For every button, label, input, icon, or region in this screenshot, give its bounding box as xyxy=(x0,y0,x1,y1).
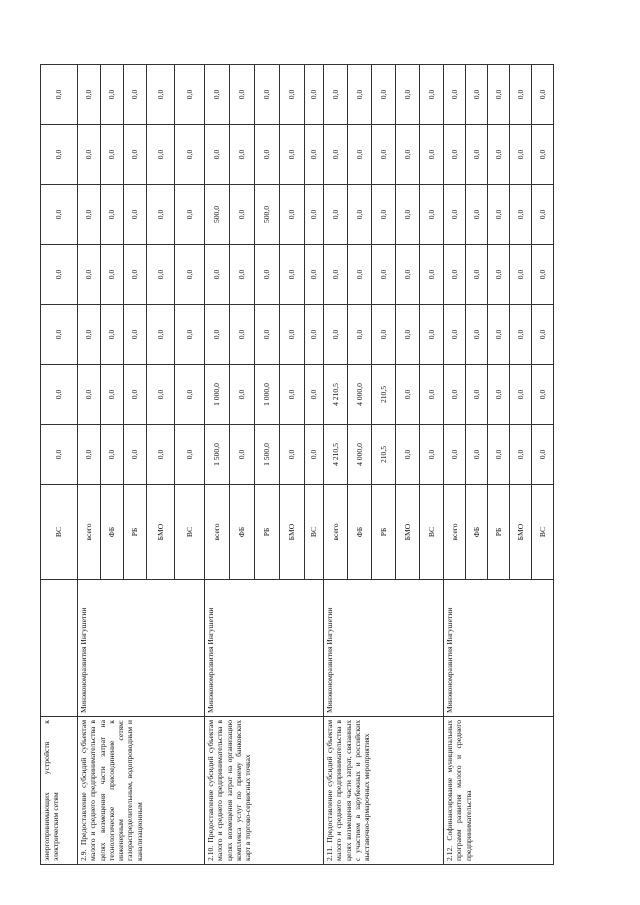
amount-cell: 0,0 xyxy=(230,245,255,305)
amount-cell: 0,0 xyxy=(255,65,280,125)
funding-source-cell: всего xyxy=(78,485,101,580)
amount-cell: 0,0 xyxy=(78,185,101,245)
amount-cell: 0,0 xyxy=(147,125,175,185)
amount-cell: 0,0 xyxy=(444,185,466,245)
amount-cell: 0,0 xyxy=(124,305,147,365)
amount-cell: 0,0 xyxy=(305,125,324,185)
funding-source-cell: ВС xyxy=(532,485,554,580)
amount-cell: 0,0 xyxy=(324,245,348,305)
amount-cell: 0,0 xyxy=(41,125,78,185)
amount-cell: 0,0 xyxy=(532,185,554,245)
amount-cell: 0,0 xyxy=(488,365,510,425)
amount-cell: 0,0 xyxy=(78,305,101,365)
amount-cell: 0,0 xyxy=(124,425,147,485)
executor-cell: Минэкономразвития Ингушетии xyxy=(78,580,205,717)
amount-cell: 1 500,0 xyxy=(205,425,230,485)
amount-cell: 0,0 xyxy=(41,245,78,305)
executor-cell xyxy=(41,580,78,717)
amount-cell: 0,0 xyxy=(396,125,420,185)
amount-cell: 0,0 xyxy=(280,365,305,425)
amount-cell: 0,0 xyxy=(466,365,488,425)
amount-cell: 0,0 xyxy=(78,65,101,125)
amount-cell: 0,0 xyxy=(348,305,372,365)
amount-cell: 4 210,5 xyxy=(324,365,348,425)
measure-description: 2.9. Предоставление субсидий субъектам малого и среднего предпринимательства в целях возмещения части затрат на технологическое присоединение к инженерным сетям: газораспределительным, водопроводным и канализационным xyxy=(78,717,205,865)
amount-cell: 0,0 xyxy=(466,425,488,485)
table-row xyxy=(41,65,78,865)
amount-cell: 0,0 xyxy=(488,125,510,185)
amount-cell: 0,0 xyxy=(305,185,324,245)
amount-cell: 0,0 xyxy=(348,185,372,245)
amount-cell: 0,0 xyxy=(280,185,305,245)
funding-source-cell: РБ xyxy=(488,485,510,580)
table-row xyxy=(205,65,230,865)
amount-cell: 0,0 xyxy=(532,125,554,185)
amount-cell: 0,0 xyxy=(396,365,420,425)
amount-cell: 0,0 xyxy=(78,245,101,305)
amount-cell: 0,0 xyxy=(255,245,280,305)
amount-cell: 0,0 xyxy=(348,125,372,185)
amount-cell: 0,0 xyxy=(510,245,532,305)
amount-cell: 0,0 xyxy=(147,185,175,245)
amount-cell: 0,0 xyxy=(305,305,324,365)
amount-cell: 0,0 xyxy=(396,245,420,305)
amount-cell: 0,0 xyxy=(420,65,444,125)
amount-cell: 0,0 xyxy=(444,65,466,125)
amount-cell: 1 000,0 xyxy=(255,365,280,425)
amount-cell: 0,0 xyxy=(372,305,396,365)
amount-cell: 0,0 xyxy=(280,125,305,185)
amount-cell: 0,0 xyxy=(324,125,348,185)
funding-source-cell: ФБ xyxy=(466,485,488,580)
rotated-page xyxy=(40,65,578,865)
amount-cell: 0,0 xyxy=(41,425,78,485)
amount-cell: 0,0 xyxy=(255,125,280,185)
amount-cell: 0,0 xyxy=(41,185,78,245)
funding-source-cell: всего xyxy=(324,485,348,580)
amount-cell: 0,0 xyxy=(205,305,230,365)
amount-cell: 1 000,0 xyxy=(205,365,230,425)
amount-cell: 0,0 xyxy=(230,65,255,125)
amount-cell: 0,0 xyxy=(510,185,532,245)
measure-description: энергопринимающих устройств к электрическим сетям xyxy=(41,717,78,865)
amount-cell: 0,0 xyxy=(444,425,466,485)
amount-cell: 0,0 xyxy=(305,65,324,125)
amount-cell: 0,0 xyxy=(205,125,230,185)
amount-cell: 0,0 xyxy=(101,365,124,425)
amount-cell: 0,0 xyxy=(510,365,532,425)
amount-cell: 0,0 xyxy=(396,305,420,365)
funding-source-cell: БМО xyxy=(510,485,532,580)
amount-cell: 0,0 xyxy=(147,65,175,125)
amount-cell: 0,0 xyxy=(420,125,444,185)
amount-cell: 0,0 xyxy=(175,365,205,425)
funding-source-cell: ВС xyxy=(41,485,78,580)
funding-source-cell: РБ xyxy=(124,485,147,580)
amount-cell: 0,0 xyxy=(420,365,444,425)
amount-cell: 0,0 xyxy=(124,365,147,425)
amount-cell: 0,0 xyxy=(488,305,510,365)
amount-cell: 0,0 xyxy=(175,125,205,185)
amount-cell: 210,5 xyxy=(372,425,396,485)
amount-cell: 1 500,0 xyxy=(255,425,280,485)
amount-cell: 500,0 xyxy=(255,185,280,245)
amount-cell: 0,0 xyxy=(420,425,444,485)
amount-cell: 0,0 xyxy=(488,185,510,245)
amount-cell: 0,0 xyxy=(147,305,175,365)
executor-cell: Минэкономразвития Ингушетии xyxy=(444,580,554,717)
amount-cell: 0,0 xyxy=(444,305,466,365)
amount-cell: 0,0 xyxy=(488,65,510,125)
funding-source-cell: ВС xyxy=(175,485,205,580)
amount-cell: 0,0 xyxy=(396,185,420,245)
amount-cell: 0,0 xyxy=(230,185,255,245)
amount-cell: 0,0 xyxy=(444,245,466,305)
measure-description: 2.11. Предоставление субсидий субъектам малого и среднего предпринимательства в целях возмещения части затрат, связанных с участием в зарубежных и российских выставочно-ярмарочных мероприятиях xyxy=(324,717,444,865)
amount-cell: 0,0 xyxy=(396,65,420,125)
amount-cell: 0,0 xyxy=(305,365,324,425)
amount-cell: 0,0 xyxy=(532,365,554,425)
budget-table xyxy=(40,64,554,865)
amount-cell: 0,0 xyxy=(101,65,124,125)
amount-cell: 4 000,0 xyxy=(348,365,372,425)
table-row xyxy=(78,65,101,865)
amount-cell: 0,0 xyxy=(147,245,175,305)
amount-cell: 0,0 xyxy=(101,245,124,305)
amount-cell: 0,0 xyxy=(324,305,348,365)
amount-cell: 0,0 xyxy=(324,65,348,125)
amount-cell: 0,0 xyxy=(175,245,205,305)
amount-cell: 0,0 xyxy=(532,425,554,485)
amount-cell: 0,0 xyxy=(488,245,510,305)
funding-source-cell: БМО xyxy=(280,485,305,580)
amount-cell: 0,0 xyxy=(205,245,230,305)
amount-cell: 0,0 xyxy=(396,425,420,485)
amount-cell: 0,0 xyxy=(280,425,305,485)
amount-cell: 0,0 xyxy=(532,245,554,305)
amount-cell: 0,0 xyxy=(230,305,255,365)
amount-cell: 0,0 xyxy=(175,185,205,245)
amount-cell: 0,0 xyxy=(41,65,78,125)
amount-cell: 0,0 xyxy=(510,65,532,125)
amount-cell: 0,0 xyxy=(372,125,396,185)
amount-cell: 0,0 xyxy=(510,425,532,485)
amount-cell: 0,0 xyxy=(466,185,488,245)
amount-cell: 0,0 xyxy=(444,125,466,185)
amount-cell: 0,0 xyxy=(78,425,101,485)
amount-cell: 4 210,5 xyxy=(324,425,348,485)
funding-source-cell: ФБ xyxy=(230,485,255,580)
executor-cell: Минэкономразвития Ингушетии xyxy=(324,580,444,717)
funding-source-cell: ФБ xyxy=(348,485,372,580)
amount-cell: 0,0 xyxy=(532,65,554,125)
funding-source-cell: ФБ xyxy=(101,485,124,580)
amount-cell: 0,0 xyxy=(420,305,444,365)
funding-source-cell: РБ xyxy=(255,485,280,580)
funding-source-cell: БМО xyxy=(396,485,420,580)
executor-cell: Минэкономразвития Ингушетии xyxy=(205,580,324,717)
amount-cell: 0,0 xyxy=(175,305,205,365)
amount-cell: 0,0 xyxy=(255,305,280,365)
amount-cell: 0,0 xyxy=(420,245,444,305)
amount-cell: 0,0 xyxy=(280,245,305,305)
amount-cell: 0,0 xyxy=(124,245,147,305)
amount-cell: 0,0 xyxy=(510,125,532,185)
amount-cell: 0,0 xyxy=(147,425,175,485)
amount-cell: 500,0 xyxy=(205,185,230,245)
funding-source-cell: всего xyxy=(205,485,230,580)
amount-cell: 0,0 xyxy=(124,125,147,185)
measure-description: 2.10. Предоставление субсидий субъектам малого и среднего предпринимательства в целях возмещения затрат на организацию комплекса услуг по приему банковских карт в торгово-сервисных точках xyxy=(205,717,324,865)
amount-cell: 0,0 xyxy=(348,65,372,125)
amount-cell: 0,0 xyxy=(101,125,124,185)
funding-source-cell: всего xyxy=(444,485,466,580)
funding-source-cell: ВС xyxy=(305,485,324,580)
amount-cell: 0,0 xyxy=(230,425,255,485)
amount-cell: 0,0 xyxy=(101,185,124,245)
amount-cell: 0,0 xyxy=(124,65,147,125)
amount-cell: 0,0 xyxy=(124,185,147,245)
amount-cell: 0,0 xyxy=(78,365,101,425)
amount-cell: 0,0 xyxy=(466,305,488,365)
table-row xyxy=(324,65,348,865)
amount-cell: 0,0 xyxy=(280,305,305,365)
table-row xyxy=(444,65,466,865)
funding-source-cell: БМО xyxy=(147,485,175,580)
amount-cell: 0,0 xyxy=(78,125,101,185)
amount-cell: 0,0 xyxy=(280,65,305,125)
amount-cell: 0,0 xyxy=(41,365,78,425)
amount-cell: 0,0 xyxy=(466,245,488,305)
amount-cell: 0,0 xyxy=(372,185,396,245)
measure-description: 2.12. Софинансирование муниципальных программ развития малого и среднего предпринимательства xyxy=(444,717,554,865)
amount-cell: 0,0 xyxy=(101,305,124,365)
amount-cell: 0,0 xyxy=(532,305,554,365)
amount-cell: 0,0 xyxy=(466,65,488,125)
amount-cell: 0,0 xyxy=(420,185,444,245)
amount-cell: 0,0 xyxy=(305,425,324,485)
amount-cell: 0,0 xyxy=(372,65,396,125)
amount-cell: 0,0 xyxy=(348,245,372,305)
amount-cell: 0,0 xyxy=(305,245,324,305)
amount-cell: 0,0 xyxy=(488,425,510,485)
amount-cell: 0,0 xyxy=(147,365,175,425)
amount-cell: 0,0 xyxy=(444,365,466,425)
amount-cell: 0,0 xyxy=(230,125,255,185)
amount-cell: 0,0 xyxy=(175,65,205,125)
amount-cell: 0,0 xyxy=(230,365,255,425)
amount-cell: 210,5 xyxy=(372,365,396,425)
amount-cell: 0,0 xyxy=(466,125,488,185)
amount-cell: 0,0 xyxy=(324,185,348,245)
amount-cell: 0,0 xyxy=(175,425,205,485)
amount-cell: 4 000,0 xyxy=(348,425,372,485)
amount-cell: 0,0 xyxy=(101,425,124,485)
amount-cell: 0,0 xyxy=(510,305,532,365)
amount-cell: 0,0 xyxy=(41,305,78,365)
funding-source-cell: ВС xyxy=(420,485,444,580)
amount-cell: 0,0 xyxy=(205,65,230,125)
funding-source-cell: РБ xyxy=(372,485,396,580)
amount-cell: 0,0 xyxy=(372,245,396,305)
